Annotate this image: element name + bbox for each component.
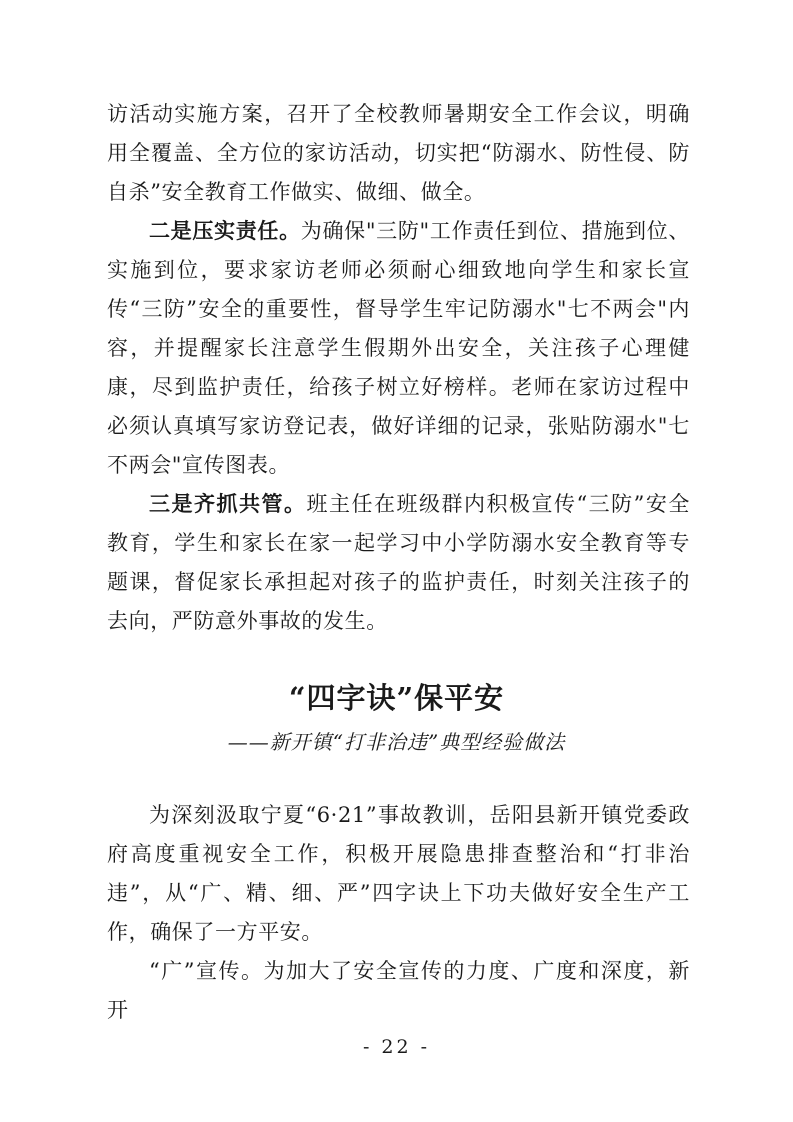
paragraph-lead-joint-management: 三是齐抓共管。 (149, 492, 307, 516)
paragraph-joint-management (107, 485, 690, 641)
article-subtitle: ——新开镇“打非治违”典型经验做法 (227, 730, 566, 754)
paragraph-body-joint-management: 班主任在班级群内积极宣传“三防”安全教育，学生和家长在家一起学习中小学防溺水安全教育等专题课，督促家长承担起对孩子的监护责任，时刻关注孩子的去向，严防意外事故的发生。 (107, 492, 690, 633)
paragraph-press-responsibility (107, 212, 690, 485)
paragraph-publicity: “广”宣传。为加大了安全宣传的力度、广度和深度，新开 (107, 959, 690, 1022)
paragraph-body-press-responsibility: 为确保"三防"工作责任到位、措施到位、实施到位，要求家访老师必须耐心细致地向学生和家长宣传“三防”安全的重要性，督导学生牢记防溺水"七不两会"内容，并提醒家长注意学生假期外出安全，关注孩子心理健康，尽到监护责任，给孩子树立好榜样。老师在家访过程中必须认真填写家访登记表，做好详细的记录，张贴防溺水"七不两会"宣传图表。 (107, 219, 690, 477)
page-number: - 22 - (362, 1036, 431, 1058)
paragraph-continuation: 访活动实施方案，召开了全校教师暑期安全工作会议，明确用全覆盖、全方位的家访活动，切实把“防溺水、防性侵、防自杀”安全教育工作做实、做细、做全。 (107, 102, 690, 204)
article-title: “四字诀”保平安 (288, 681, 505, 715)
paragraph-lead-press-responsibility: 二是压实责任。 (149, 219, 301, 243)
paragraph-intro: 为深刻汲取宁夏“6·21”事故教训，岳阳县新开镇党委政府高度重视安全工作，积极开展隐患排查整治和“打非治违”，从“广、精、细、严”四字诀上下功夫做好安全生产工作，确保了一方平安。 (107, 803, 690, 944)
